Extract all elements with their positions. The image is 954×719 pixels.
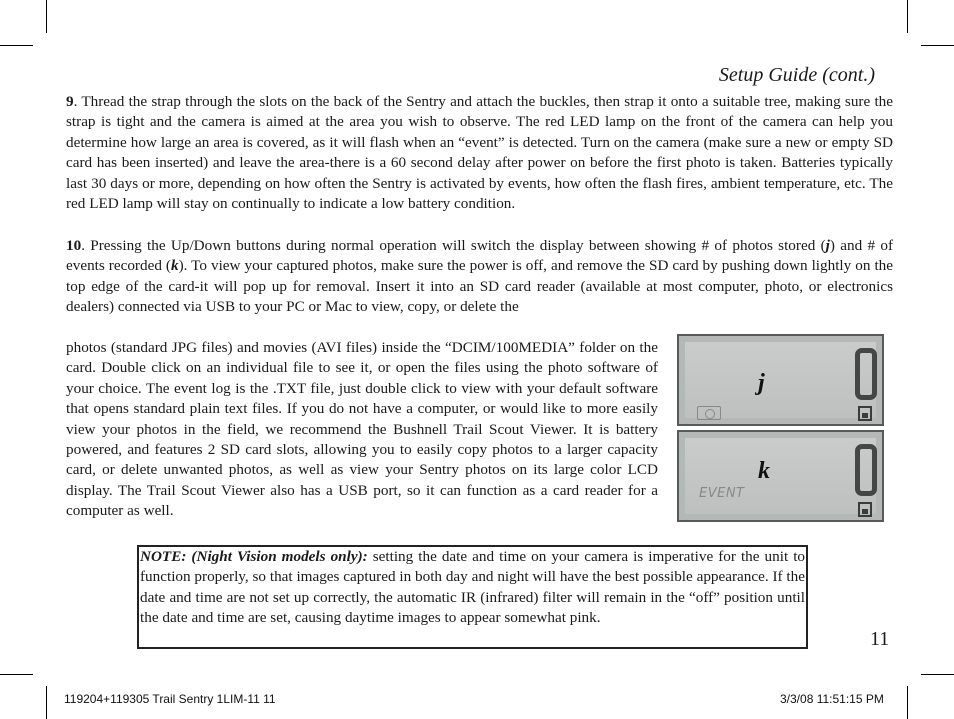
ref-j: j: [825, 237, 830, 254]
crop-mark: [921, 674, 954, 675]
sd-card-icon: [858, 502, 872, 517]
crop-mark: [0, 674, 33, 675]
footer-timestamp: 3/3/08 11:51:15 PM: [780, 692, 884, 706]
lcd-digit-zero: [855, 348, 877, 400]
step-number: 9: [66, 93, 74, 110]
page-number: 11: [870, 628, 890, 650]
note-lead: NOTE: (Night Vision models only):: [140, 548, 368, 565]
sd-card-icon: [858, 406, 872, 421]
crop-mark: [907, 0, 908, 33]
crop-mark: [46, 0, 47, 33]
page-header: Setup Guide (cont.): [718, 64, 875, 86]
lcd-label: j: [758, 370, 765, 396]
lcd-digit-zero: [855, 444, 877, 496]
crop-mark: [46, 686, 47, 719]
step-text: ) and # of events recorded (: [66, 237, 894, 275]
crop-mark: [907, 686, 908, 719]
lcd-events-display: [677, 430, 884, 522]
lcd-screen: [685, 438, 876, 514]
step-9-paragraph: [66, 92, 893, 214]
step-10-paragraph: [66, 236, 893, 318]
lcd-photos-display: [677, 334, 884, 426]
step-number: 10: [66, 237, 82, 254]
lcd-label: k: [758, 458, 770, 484]
lcd-screen: [685, 342, 876, 418]
event-indicator: EVENT: [699, 486, 745, 501]
step-text: . Pressing the Up/Down buttons during normal operation will switch the display between showing # of photos stored (: [81, 237, 826, 254]
step-10-continued: photos (standard JPG files) and movies (AVI files) inside the “DCIM/100MEDIA” folder on the card. Double click on an individual file to see it, or open the files using the photo software of your choice. The event log is the .TXT file, just double click to view with your default software that opens standard plain text files. If you do not have a computer, or would like to more easily view your photos in the field, we recommend the Bushnell Trail Scout Viewer. It is battery powered, and features 2 SD card slots, allowing you to easily copy photos to a larger capacity card, or delete unwanted photos, as well as view your Sentry photos on its large color LCD display. The Trail Scout Viewer also has a USB port, so it can function as a card reader for a computer as well.: [66, 339, 658, 520]
camera-icon: [697, 406, 721, 420]
crop-mark: [0, 45, 33, 46]
step-text: . Thread the strap through the slots on the back of the Sentry and attach the buckles, then strap it onto a suitable tree, making sure the strap is tight and the camera is aimed at the area you wish to observe. The red LED lamp on the front of the camera can help you determine how large an area is covered, as it will flash when an “event” is detected. Turn on the camera (make sure a new or empty SD card has been inserted) and leave the area-there is a 60 second delay after power on before the first photo is taken. Batteries typically last 30 days or more, depending on how often the Sentry is activated by events, how often the flash fires, ambient temperature, etc. The red LED lamp will stay on continually to indicate a low battery condition.: [66, 93, 893, 213]
crop-mark: [921, 45, 954, 46]
footer-file-info: 119204+119305 Trail Sentry 1LIM-11 11: [64, 692, 276, 706]
night-vision-note: [137, 545, 808, 649]
step-text: ). To view your captured photos, make sure the power is off, and remove the SD card by pushing down lightly on the top edge of the card-it will pop up for removal. Insert it into an SD card reader (available at most computer, photo, or electronics dealers) connected via USB to your PC or Mac to view, copy, or delete the: [66, 257, 893, 316]
ref-k: k: [170, 257, 179, 275]
note-text: setting the date and time on your camera is imperative for the unit to function properly, so that images captured in both day and night will have the best possible appearance. If the date and time are not set up correctly, the automatic IR (infrared) filter will remain in the “off” position until the date and time are set, causing daytime images to appear somewhat pink.: [140, 548, 806, 627]
